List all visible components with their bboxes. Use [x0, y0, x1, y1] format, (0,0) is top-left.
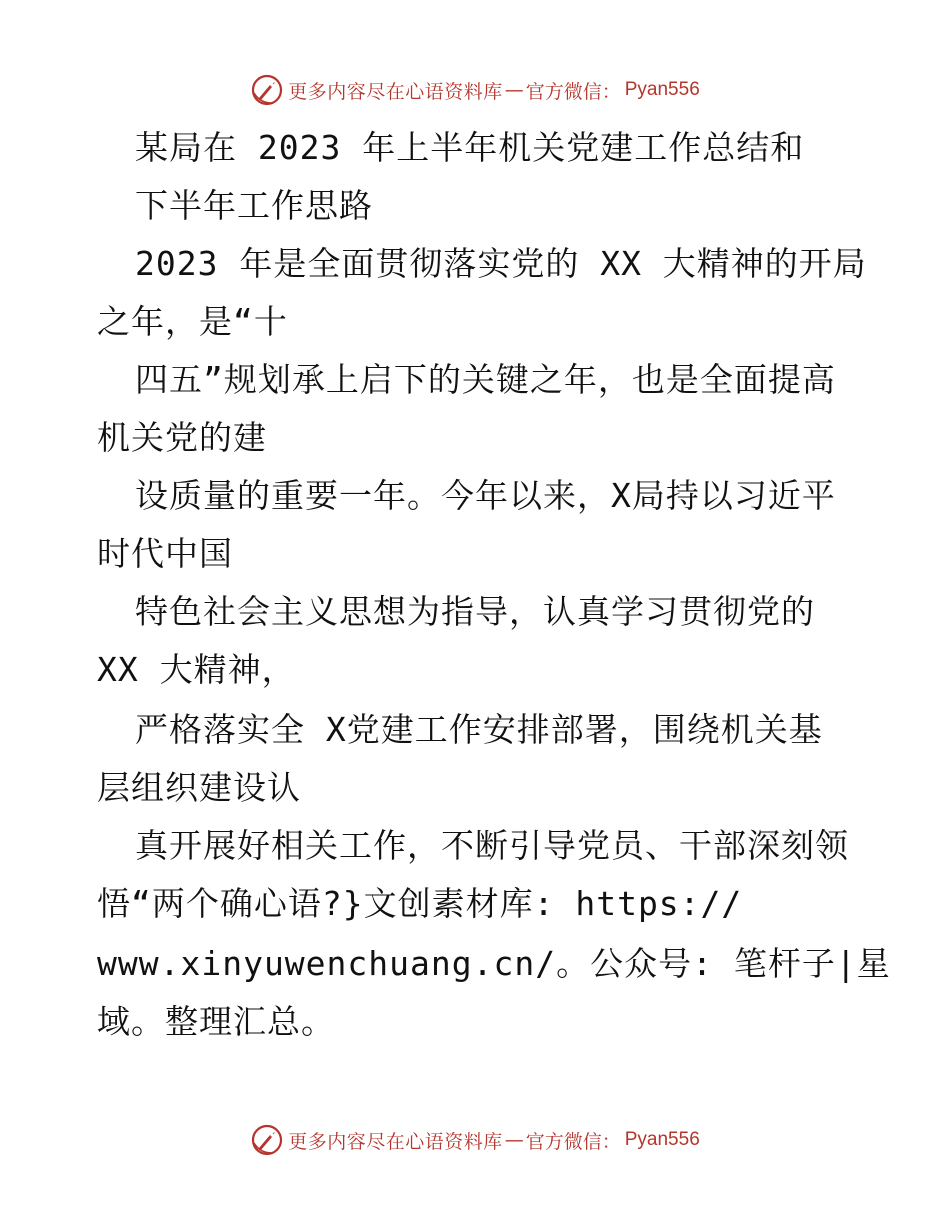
body-line: 严格落实全 X党建工作安排部署，围绕机关基: [135, 710, 823, 749]
body-line: www.xinyuwenchuang.cn/。公众号: 笔杆子|星: [97, 944, 891, 983]
body-line: 层组织建设认: [97, 768, 301, 807]
title-line-2: 下半年工作思路: [135, 186, 373, 225]
body-line: 四五”规划承上启下的关键之年，也是全面提高: [135, 360, 836, 399]
header-banner-text: 更多内容尽在心语资料库: [288, 80, 503, 103]
footer-wechat-label: 官方微信：: [525, 1130, 621, 1153]
footer-banner-text: 更多内容尽在心语资料库: [288, 1130, 503, 1153]
pen-nib-logo-icon: [250, 1123, 284, 1157]
footer-banner: [0, 1120, 950, 1160]
body-line: 真开展好相关工作，不断引导党员、干部深刻领: [135, 826, 849, 865]
pen-nib-logo-icon: [250, 73, 284, 107]
header-wechat-label: 官方微信：: [525, 80, 621, 103]
body-line: 时代中国: [97, 534, 233, 573]
body-line: XX 大精神，: [97, 650, 296, 689]
header-banner: [0, 70, 950, 110]
body-line: 悟“两个确心语?}文创素材库: https://: [97, 884, 743, 923]
footer-banner-dash: —: [504, 1129, 524, 1151]
body-line: 设质量的重要一年。今年以来，X局持以习近平: [135, 476, 836, 515]
footer-wechat-id: Pyan556: [624, 1129, 700, 1150]
title-line-1: 某局在 2023 年上半年机关党建工作总结和: [135, 128, 805, 167]
body-line: 之年，是“十: [97, 302, 288, 341]
header-wechat-id: Pyan556: [624, 79, 700, 100]
body-line: 域。整理汇总。: [97, 1002, 335, 1041]
body-line: 特色社会主义思想为指导，认真学习贯彻党的: [135, 592, 815, 631]
body-line: 2023 年是全面贯彻落实党的 XX 大精神的开局: [135, 244, 867, 283]
header-banner-dash: —: [504, 79, 524, 101]
body-line: 机关党的建: [97, 418, 267, 457]
